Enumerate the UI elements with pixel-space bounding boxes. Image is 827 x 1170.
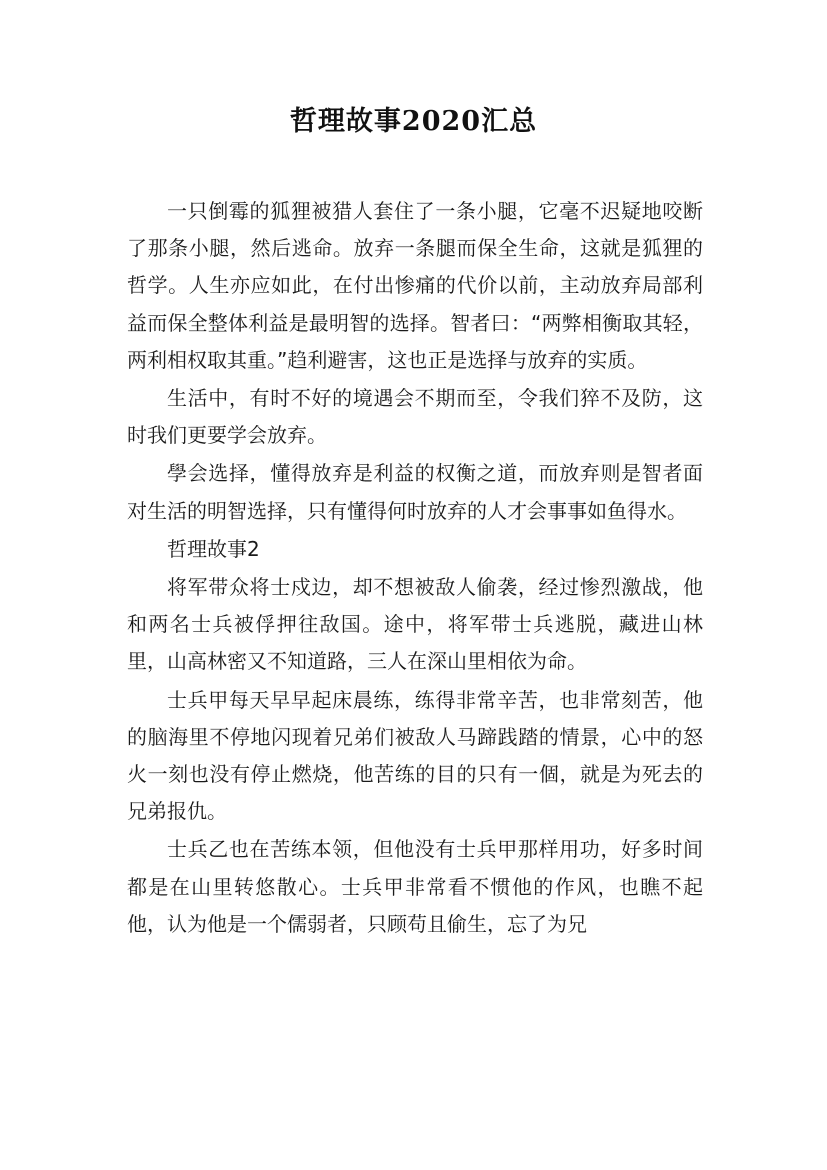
paragraph-fox-philosophy: 一只倒霉的狐狸被猎人套住了一条小腿，它毫不迟疑地咬断了那条小腿，然后逃命。放弃一条腿而保全生命，这就是狐狸的哲学。人生亦应如此，在付出惨痛的代价以前，主动放弃局部利益而保全整体利益是最明智的选择。智者曰：“两弊相衡取其轻，两利相权取其重。”趋利避害，这也正是选择与放弃的实质。 <box>127 199 703 372</box>
paragraph-soldier-a: 士兵甲每天早早起床晨练，练得非常辛苦，也非常刻苦，他的脑海里不停地闪现着兄弟们被敌人马蹄践踏的情景，心中的怒火一刻也没有停止燃烧，他苦练的目的只有一個，就是为死去的兄弟报仇。 <box>127 687 703 824</box>
paragraph-soldier-b: 士兵乙也在苦练本领，但他没有士兵甲那样用功，好多时间都是在山里转悠散心。士兵甲非常看不惯他的作风，也瞧不起他，认为他是一个儒弱者，只顾苟且偷生，忘了为兄 <box>127 837 703 936</box>
document-body <box>127 193 703 943</box>
paragraph-learn-to-choose: 學会选择，懂得放弃是利益的权衡之道，而放弃则是智者面对生活的明智选择，只有懂得何时放弃的人才会事事如鱼得水。 <box>127 461 703 523</box>
document-title: 哲理故事2020汇总 <box>289 106 538 137</box>
paragraph-general-captured: 将军带众将士戍边，却不想被敌人偷袭，经过惨烈激战，他和两名士兵被俘押往敌国。途中，将军带士兵逃脱，藏进山林里，山高林密又不知道路，三人在深山里相依为命。 <box>127 575 703 674</box>
paragraph-life-situations: 生活中，有时不好的境遇会不期而至，令我们猝不及防，这时我们更要学会放弃。 <box>127 386 703 448</box>
section-heading-story-2: 哲理故事2 <box>167 536 260 561</box>
